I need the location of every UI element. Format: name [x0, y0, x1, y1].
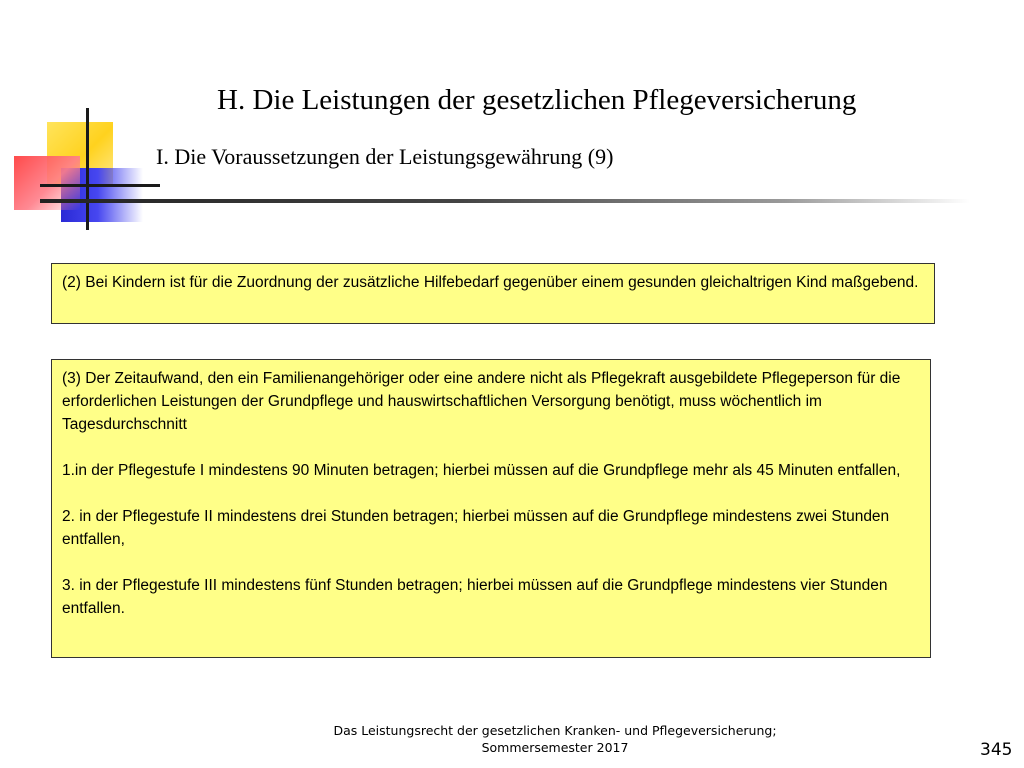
slide-footer: [260, 722, 850, 756]
page-number: 345: [980, 740, 1013, 760]
text-box-paragraph-3: [51, 359, 931, 658]
box2-paragraph: 2. in der Pflegestufe II mindestens drei Stunden betragen; hierbei müssen auf die Grundpflege mindestens zwei Stunden entfallen,: [62, 508, 890, 548]
slide-subtitle: I. Die Voraussetzungen der Leistungsgewährung (9): [156, 144, 614, 169]
title-divider-line: [40, 199, 970, 203]
box2-paragraph: (3) Der Zeitaufwand, den ein Familienangehöriger oder eine andere nicht als Pflegekraft ausgebildete Pflegeperson für die erforderlichen Leistungen der Grundpflege und hauswirtschaftlichen Versorgung benötigt, muss wöchentlich im Tagesdurchschnitt: [62, 370, 901, 433]
slide-title: H. Die Leistungen der gesetzlichen Pflegeversicherung: [217, 84, 857, 116]
box1-text: (2) Bei Kindern ist für die Zuordnung der zusätzliche Hilfebedarf gegenüber einem gesunden gleichaltrigen Kind maßgebend.: [62, 274, 919, 291]
logo-horizontal-line: [40, 184, 160, 187]
text-box-paragraph-2: [51, 263, 935, 324]
slide-logo-graphic: [0, 0, 150, 240]
footer-line-1: Das Leistungsrecht der gesetzlichen Kranken- und Pflegeversicherung;: [333, 723, 777, 738]
footer-line-2: Sommersemester 2017: [481, 740, 629, 755]
box2-paragraph: 1.in der Pflegestufe I mindestens 90 Minuten betragen; hierbei müssen auf die Grundpflege mehr als 45 Minuten entfallen,: [62, 462, 901, 479]
logo-vertical-line: [86, 108, 89, 230]
box2-paragraph: 3. in der Pflegestufe III mindestens fünf Stunden betragen; hierbei müssen auf die Grundpflege mindestens vier Stunden entfallen.: [62, 577, 888, 617]
